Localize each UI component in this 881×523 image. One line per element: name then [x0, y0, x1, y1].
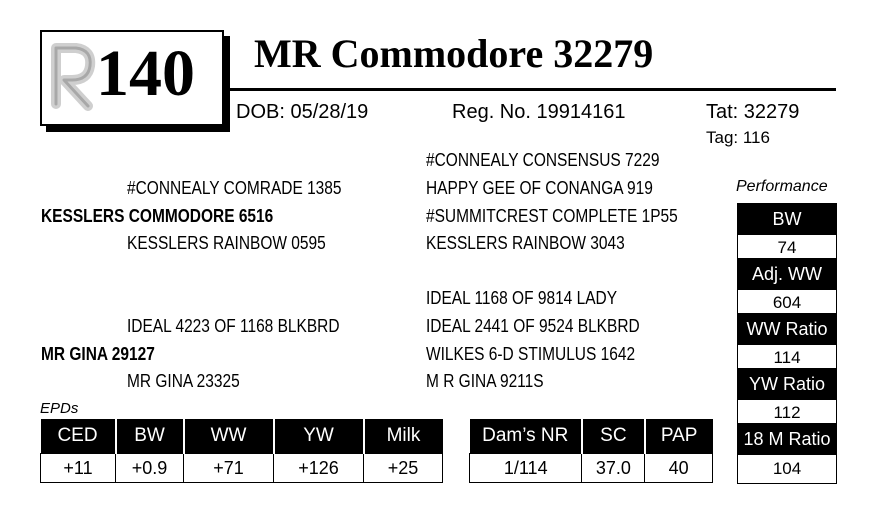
- pedigree-dam-sire-sire: IDEAL 1168 OF 9814 LADY: [426, 288, 618, 308]
- pedigree-dam: MR GINA 29127: [41, 344, 155, 364]
- pedigree-sire-dam-sire: #SUMMITCREST COMPLETE 1P55: [426, 206, 678, 226]
- performance-label: Performance: [736, 178, 828, 195]
- pedigree-sire-sire-dam: HAPPY GEE OF CONANGA 919: [426, 178, 653, 198]
- pedigree-sire-dam: KESSLERS RAINBOW 0595: [127, 233, 326, 253]
- epd-header: WW: [184, 419, 274, 454]
- performance-value: 112: [737, 400, 837, 423]
- epd-header: YW: [274, 419, 364, 454]
- dam-stats-header-row: [470, 419, 713, 454]
- animal-name: MR Commodore 32279: [254, 31, 654, 76]
- performance-value: 74: [737, 235, 837, 258]
- dam-stats-value-row: [470, 454, 713, 483]
- pedigree-sire-sire: #CONNEALY COMRADE 1385: [127, 178, 342, 198]
- pedigree-dam-sire: IDEAL 4223 OF 1168 BLKBRD: [127, 316, 340, 336]
- ranch-logo-icon: [44, 36, 104, 116]
- pedigree-dam-dam-sire: WILKES 6-D STIMULUS 1642: [426, 344, 636, 364]
- epd-value-row: [41, 454, 443, 483]
- performance-value: 104: [737, 455, 837, 484]
- dam-stats-table: [469, 419, 713, 483]
- dam-stats-header: Dam’s NR: [470, 419, 582, 454]
- pedigree-dam-dam-dam: M R GINA 9211S: [426, 371, 544, 391]
- pedigree-sire: KESSLERS COMMODORE 6516: [41, 206, 274, 226]
- lot-number: 140: [96, 37, 195, 110]
- epd-value: +71: [184, 454, 274, 483]
- tattoo: Tat: 32279: [706, 101, 800, 123]
- dam-stats-header: SC: [582, 419, 645, 454]
- epd-header-row: [41, 419, 443, 454]
- dam-stats-header: PAP: [645, 419, 713, 454]
- epd-header: BW: [116, 419, 184, 454]
- dob: DOB: 05/28/19: [236, 101, 369, 123]
- dam-stats-value: 1/114: [470, 454, 582, 483]
- pedigree-dam-sire-dam: IDEAL 2441 OF 9524 BLKBRD: [426, 316, 640, 336]
- epd-value: +11: [41, 454, 116, 483]
- pedigree-sire-dam-dam: KESSLERS RAINBOW 3043: [426, 233, 625, 253]
- epd-value: +126: [274, 454, 364, 483]
- pedigree-dam-dam: MR GINA 23325: [127, 371, 240, 391]
- performance-header: Adj. WW: [737, 258, 837, 290]
- pedigree-sire-sire-sire: #CONNEALY CONSENSUS 7229: [426, 150, 660, 170]
- epd-value: +25: [364, 454, 443, 483]
- epd-header: Milk: [364, 419, 443, 454]
- tag-number: Tag: 116: [706, 128, 770, 147]
- epds-label: EPDs: [40, 400, 79, 417]
- epd-table: [40, 419, 443, 483]
- epd-header: CED: [41, 419, 116, 454]
- dam-stats-value: 37.0: [582, 454, 645, 483]
- performance-header: 18 M Ratio: [737, 423, 837, 455]
- dam-stats-value: 40: [645, 454, 713, 483]
- performance-header: WW Ratio: [737, 313, 837, 345]
- performance-value: 604: [737, 290, 837, 313]
- title-divider: [226, 88, 836, 91]
- registration-number: Reg. No. 19914161: [452, 101, 626, 123]
- performance-panel: [737, 203, 837, 484]
- performance-value: 114: [737, 345, 837, 368]
- epd-value: +0.9: [116, 454, 184, 483]
- performance-header: BW: [737, 203, 837, 235]
- performance-header: YW Ratio: [737, 368, 837, 400]
